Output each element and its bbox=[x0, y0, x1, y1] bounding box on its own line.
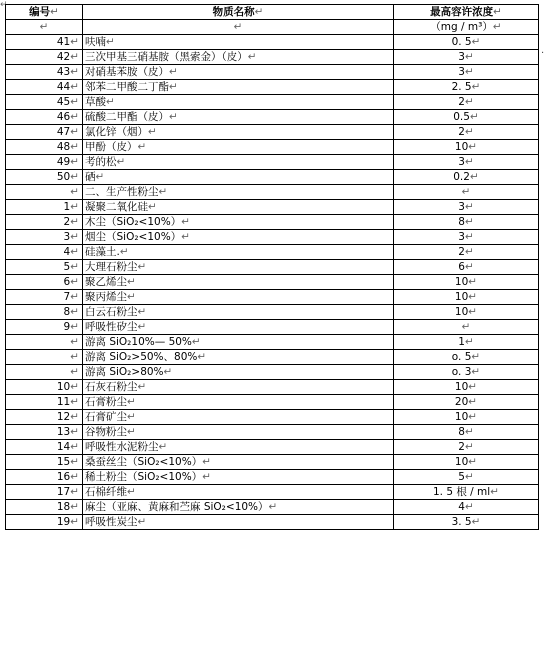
table-row bbox=[6, 260, 539, 275]
row-number: 10↵ bbox=[6, 380, 83, 395]
table-row bbox=[6, 185, 539, 200]
table-row bbox=[6, 170, 539, 185]
table-row bbox=[6, 155, 539, 170]
table-row bbox=[6, 380, 539, 395]
max-concentration: 3↵ bbox=[394, 200, 539, 215]
row-number: 46↵ bbox=[6, 110, 83, 125]
row-number: 49↵ bbox=[6, 155, 83, 170]
substance-name: 对硝基苯胺（皮）↵ bbox=[83, 65, 394, 80]
table-row bbox=[6, 455, 539, 470]
substance-name: 凝聚二氧化硅↵ bbox=[83, 200, 394, 215]
max-concentration: 10↵ bbox=[394, 305, 539, 320]
substance-name: 呼吸性矽尘↵ bbox=[83, 320, 394, 335]
row-number: 41↵ bbox=[6, 35, 83, 50]
row-number: ↵ bbox=[6, 185, 83, 200]
header-unit-empty-1: ↵ bbox=[6, 20, 83, 35]
row-number: ↵ bbox=[6, 350, 83, 365]
row-number: 5↵ bbox=[6, 260, 83, 275]
substance-name: 石膏矿尘↵ bbox=[83, 410, 394, 425]
max-concentration: 0. 5↵ bbox=[394, 35, 539, 50]
header-unit-empty-2: ↵ bbox=[83, 20, 394, 35]
max-concentration: 3. 5↵ bbox=[394, 515, 539, 530]
paragraph-mark: ↵ bbox=[0, 0, 8, 10]
substance-name: 谷物粉尘↵ bbox=[83, 425, 394, 440]
row-number: 19↵ bbox=[6, 515, 83, 530]
substance-name: 草酸↵ bbox=[83, 95, 394, 110]
substance-name: 石灰石粉尘↵ bbox=[83, 380, 394, 395]
row-number: 2↵ bbox=[6, 215, 83, 230]
table-row bbox=[6, 80, 539, 95]
max-concentration: ↵ bbox=[394, 185, 539, 200]
max-concentration: 2↵ bbox=[394, 245, 539, 260]
max-concentration: 2↵ bbox=[394, 125, 539, 140]
substance-name: 硫酸二甲酯（皮）↵ bbox=[83, 110, 394, 125]
max-concentration: 3↵ bbox=[394, 50, 539, 65]
substance-name: 石棉纤维↵ bbox=[83, 485, 394, 500]
row-number: 47↵ bbox=[6, 125, 83, 140]
header-max-concentration: 最高容许浓度↵ bbox=[394, 5, 539, 20]
row-number: 45↵ bbox=[6, 95, 83, 110]
row-number: ↵ bbox=[6, 365, 83, 380]
table-row bbox=[6, 365, 539, 380]
substance-name: 桑蚕丝尘（SiO₂<10%）↵ bbox=[83, 455, 394, 470]
row-number: 4↵ bbox=[6, 245, 83, 260]
max-concentration: 10↵ bbox=[394, 380, 539, 395]
row-number: 18↵ bbox=[6, 500, 83, 515]
table-row bbox=[6, 320, 539, 335]
row-number: ↵ bbox=[6, 335, 83, 350]
max-concentration: 10↵ bbox=[394, 410, 539, 425]
row-number: 14↵ bbox=[6, 440, 83, 455]
max-concentration: 1. 5 根 / ml↵ bbox=[394, 485, 539, 500]
substance-name: 麻尘（亚麻、黄麻和苎麻 SiO₂<10%）↵ bbox=[83, 500, 394, 515]
row-number: 15↵ bbox=[6, 455, 83, 470]
row-number: 11↵ bbox=[6, 395, 83, 410]
table-row bbox=[6, 485, 539, 500]
max-concentration: 0.5↵ bbox=[394, 110, 539, 125]
substance-name: 大理石粉尘↵ bbox=[83, 260, 394, 275]
table-row bbox=[6, 515, 539, 530]
table-row bbox=[6, 95, 539, 110]
max-concentration: 10↵ bbox=[394, 290, 539, 305]
row-number: 6↵ bbox=[6, 275, 83, 290]
substance-name: 呼吸性水泥粉尘↵ bbox=[83, 440, 394, 455]
max-concentration: 8↵ bbox=[394, 215, 539, 230]
max-concentration: 10↵ bbox=[394, 455, 539, 470]
table-row bbox=[6, 245, 539, 260]
row-number: 16↵ bbox=[6, 470, 83, 485]
substance-name: 氯化锌（烟）↵ bbox=[83, 125, 394, 140]
table-row bbox=[6, 110, 539, 125]
substance-name: 邻苯二甲酸二丁酯↵ bbox=[83, 80, 394, 95]
document bbox=[5, 4, 539, 530]
substance-name: 游离 SiO₂>80%↵ bbox=[83, 365, 394, 380]
substance-name: 呋喃↵ bbox=[83, 35, 394, 50]
header-unit-row bbox=[6, 20, 539, 35]
row-number: 44↵ bbox=[6, 80, 83, 95]
max-concentration: o. 3↵ bbox=[394, 365, 539, 380]
max-concentration: 10↵ bbox=[394, 140, 539, 155]
max-concentration: 10↵ bbox=[394, 275, 539, 290]
table-row bbox=[6, 305, 539, 320]
row-number: 17↵ bbox=[6, 485, 83, 500]
table-row bbox=[6, 230, 539, 245]
substance-name: 聚丙烯尘↵ bbox=[83, 290, 394, 305]
row-number: 48↵ bbox=[6, 140, 83, 155]
table-row bbox=[6, 410, 539, 425]
table-row bbox=[6, 440, 539, 455]
max-concentration: 3↵ bbox=[394, 155, 539, 170]
row-number: 3↵ bbox=[6, 230, 83, 245]
max-concentration: 6↵ bbox=[394, 260, 539, 275]
max-concentration: 0.2↵ bbox=[394, 170, 539, 185]
table-row bbox=[6, 290, 539, 305]
row-number: 12↵ bbox=[6, 410, 83, 425]
max-concentration: o. 5↵ bbox=[394, 350, 539, 365]
substance-name: 稀土粉尘（SiO₂<10%）↵ bbox=[83, 470, 394, 485]
header-row bbox=[6, 5, 539, 20]
table-row bbox=[6, 350, 539, 365]
substance-name: 白云石粉尘↵ bbox=[83, 305, 394, 320]
table-row bbox=[6, 425, 539, 440]
substance-name: 木尘（SiO₂<10%）↵ bbox=[83, 215, 394, 230]
substance-name: 考的松↵ bbox=[83, 155, 394, 170]
row-number: 50↵ bbox=[6, 170, 83, 185]
table-row bbox=[6, 35, 539, 50]
row-number: 1↵ bbox=[6, 200, 83, 215]
row-number: 42↵ bbox=[6, 50, 83, 65]
row-number: 43↵ bbox=[6, 65, 83, 80]
max-concentration: 2. 5↵ bbox=[394, 80, 539, 95]
max-concentration: ↵ bbox=[394, 320, 539, 335]
max-concentration: 3↵ bbox=[394, 65, 539, 80]
table-row bbox=[6, 215, 539, 230]
substance-name: 二、生产性粉尘↵ bbox=[83, 185, 394, 200]
substance-name: 烟尘（SiO₂<10%）↵ bbox=[83, 230, 394, 245]
header-substance-name: 物质名称↵ bbox=[83, 5, 394, 20]
table-row bbox=[6, 125, 539, 140]
table-row bbox=[6, 65, 539, 80]
max-concentration: 2↵ bbox=[394, 95, 539, 110]
table-row bbox=[6, 140, 539, 155]
concentration-table bbox=[5, 4, 539, 530]
substance-name: 呼吸性炭尘↵ bbox=[83, 515, 394, 530]
max-concentration: 3↵ bbox=[394, 230, 539, 245]
substance-name: 聚乙烯尘↵ bbox=[83, 275, 394, 290]
substance-name: 硅藻土.↵ bbox=[83, 245, 394, 260]
header-unit: （mg / m³）↵ bbox=[394, 20, 539, 35]
table-row bbox=[6, 470, 539, 485]
substance-name: 游离 SiO₂10%— 50%↵ bbox=[83, 335, 394, 350]
max-concentration: 1↵ bbox=[394, 335, 539, 350]
max-concentration: 20↵ bbox=[394, 395, 539, 410]
table-row bbox=[6, 395, 539, 410]
max-concentration: 4↵ bbox=[394, 500, 539, 515]
row-number: 8↵ bbox=[6, 305, 83, 320]
max-concentration: 2↵ bbox=[394, 440, 539, 455]
header-number: 编号↵ bbox=[6, 5, 83, 20]
substance-name: 甲酚（皮）↵ bbox=[83, 140, 394, 155]
table-row bbox=[6, 200, 539, 215]
substance-name: 三次甲基三硝基胺（黑索金）（皮）↵ bbox=[83, 50, 394, 65]
table-row bbox=[6, 275, 539, 290]
table-row bbox=[6, 500, 539, 515]
substance-name: 石膏粉尘↵ bbox=[83, 395, 394, 410]
row-number: 9↵ bbox=[6, 320, 83, 335]
substance-name: 游离 SiO₂>50%、80%↵ bbox=[83, 350, 394, 365]
max-concentration: 5↵ bbox=[394, 470, 539, 485]
max-concentration: 8↵ bbox=[394, 425, 539, 440]
row-number: 13↵ bbox=[6, 425, 83, 440]
table-row bbox=[6, 50, 539, 65]
side-mark: · bbox=[541, 48, 545, 59]
substance-name: 硒↵ bbox=[83, 170, 394, 185]
table-row bbox=[6, 335, 539, 350]
row-number: 7↵ bbox=[6, 290, 83, 305]
